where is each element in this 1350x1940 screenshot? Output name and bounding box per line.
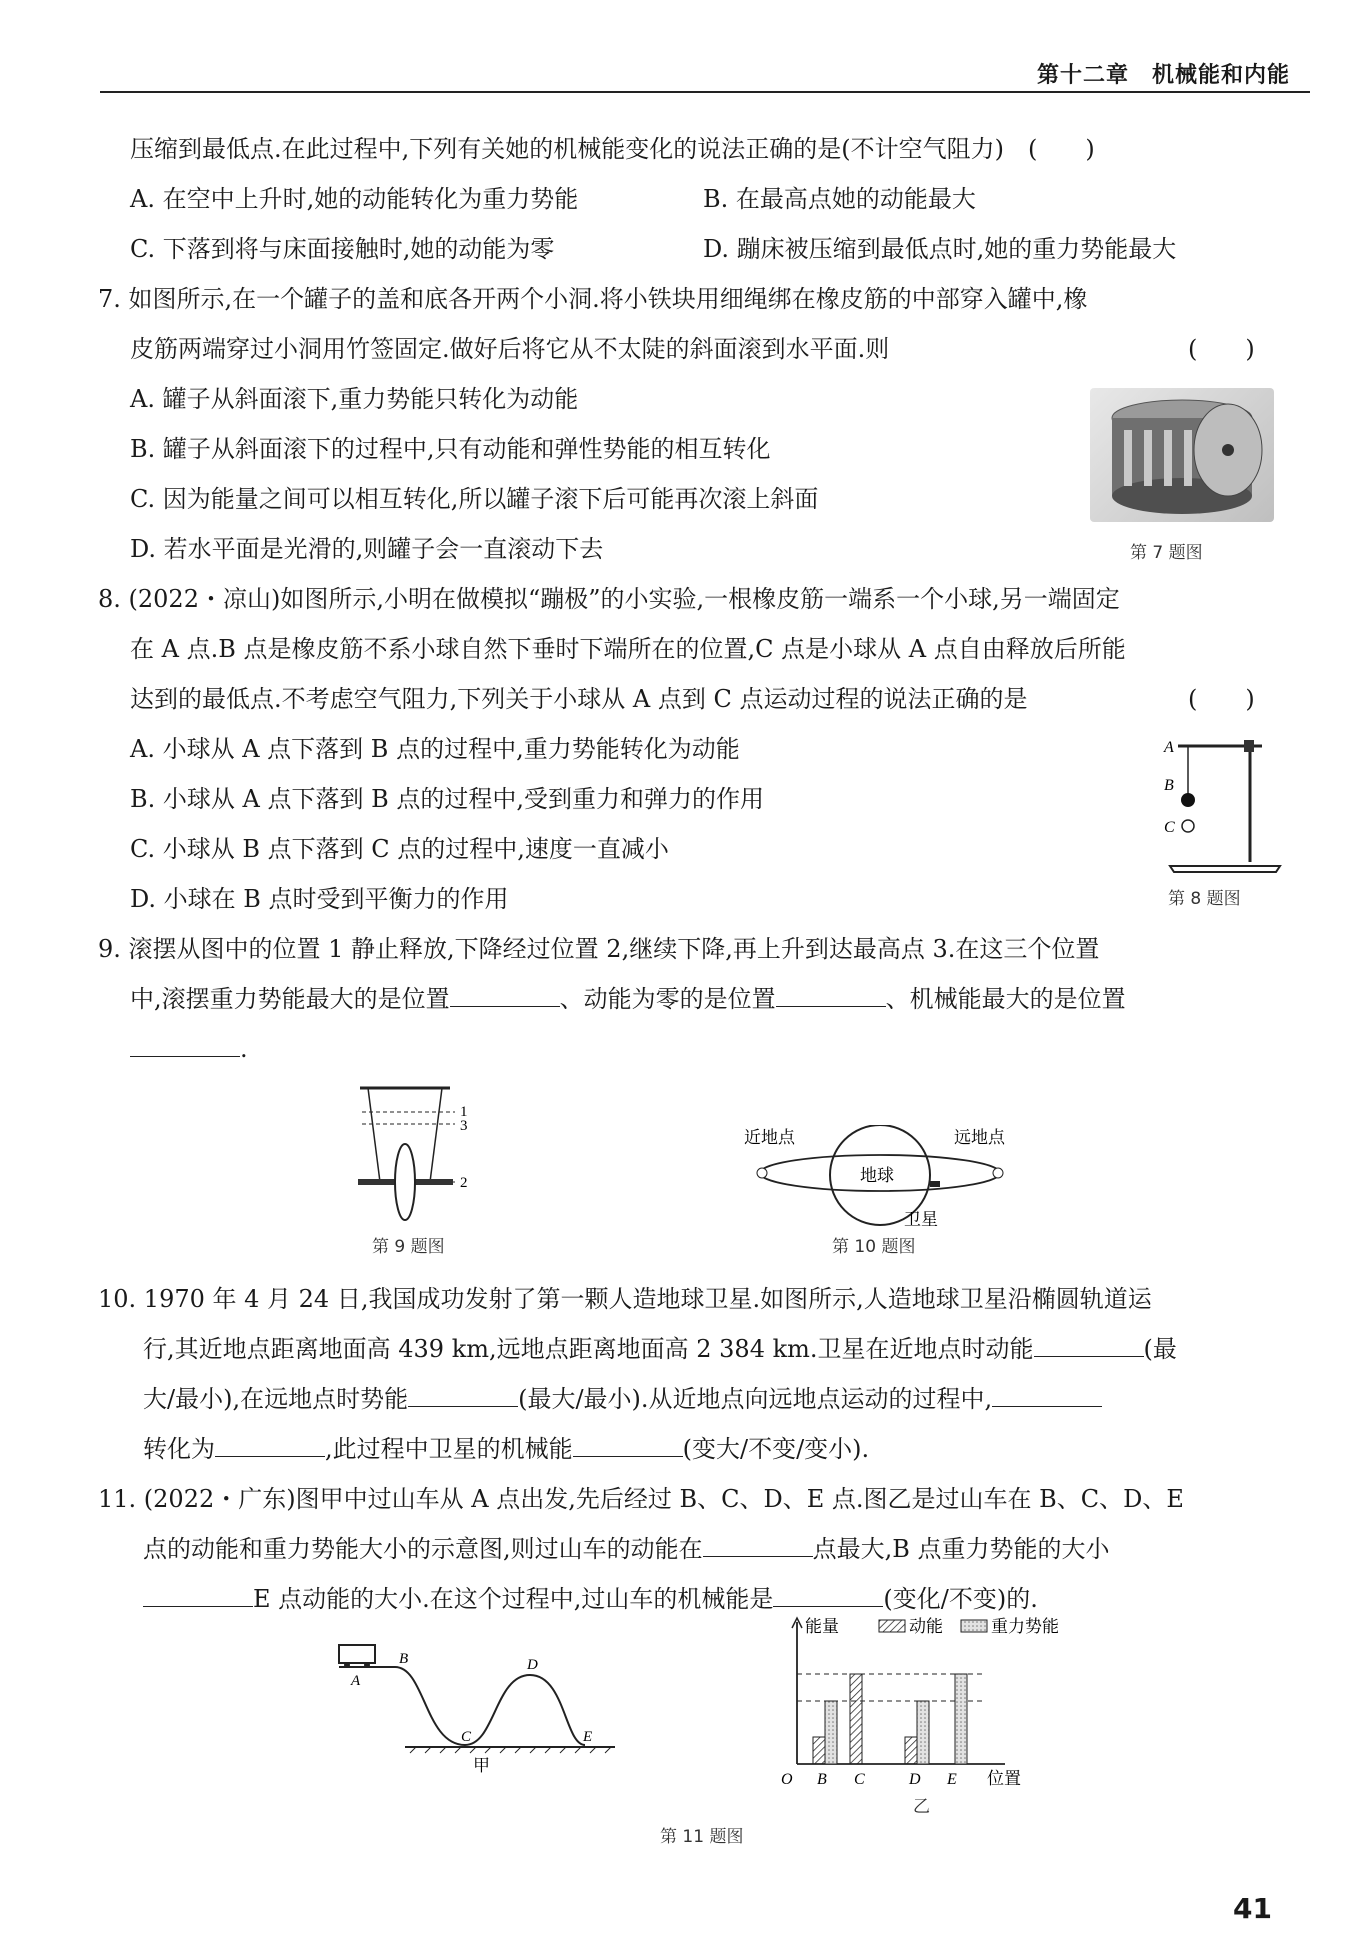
q11-line2-part2: 点最大,B 点重力势能的大小 [812, 1535, 1110, 1563]
q6-option-d: D. 蹦床被压缩到最低点时,她的重力势能最大 [703, 235, 1177, 263]
q9-line3-period: . [240, 1035, 248, 1063]
q8-answer-paren: ( ) [1188, 685, 1255, 713]
q7-answer-paren: ( ) [1188, 335, 1255, 363]
q8-option-a: A. 小球从 A 点下落到 B 点的过程中,重力势能转化为动能 [130, 735, 740, 763]
q11-blank-1[interactable] [703, 1534, 813, 1557]
q7-caption: 第 7 题图 [1130, 543, 1203, 563]
q10-orbit-figure [740, 1125, 1030, 1230]
q11-point-d: D [527, 1657, 538, 1673]
q10-line4 [143, 1432, 869, 1466]
q11-line3 [143, 1582, 1038, 1616]
q7-line1: 7. 如图所示,在一个罐子的盖和底各开两个小洞.将小铁块用细绳绑在橡皮筋的中部穿入罐中,橡 [98, 285, 1088, 313]
q10-label-near: 近地点 [744, 1128, 795, 1148]
q9-caption: 第 9 题图 [372, 1237, 445, 1257]
x-tick-E: E [947, 1771, 957, 1787]
q11-fig-b-label: 乙 [913, 1797, 930, 1817]
bar-B-ke [813, 1737, 825, 1764]
q10-line1: 10. 1970 年 4 月 24 日,我国成功发射了第一颗人造地球卫星.如图所示,人造地球卫星沿椭圆轨道运 [98, 1285, 1152, 1313]
legend-ke-label: 动能 [909, 1617, 943, 1637]
q10-label-earth: 地球 [860, 1166, 894, 1186]
q7-line2: 皮筋两端穿过小洞用竹签固定.做好后将它从不太陡的斜面滚到水平面.则 [130, 335, 890, 363]
q11-rollercoaster-figure [335, 1635, 625, 1775]
q11-line2-part1: 点的动能和重力势能大小的示意图,则过山车的动能在 [143, 1535, 703, 1563]
x-axis-label: 位置 [987, 1769, 1021, 1787]
q11-line1: 11. (2022・广东)图甲中过山车从 A 点出发,先后经过 B、C、D、E 点.图乙是过山车在 B、C、D、E [98, 1485, 1184, 1513]
q9-blank-2[interactable] [776, 984, 886, 1007]
q8-label-a: A [1164, 739, 1174, 756]
y-axis-label: 能量 [805, 1617, 839, 1637]
q11-point-c: C [461, 1729, 472, 1745]
q10-label-satellite: 卫星 [904, 1210, 938, 1230]
q10-line2 [143, 1332, 1177, 1366]
q8-option-b: B. 小球从 A 点下落到 B 点的过程中,受到重力和弹力的作用 [130, 785, 765, 813]
q7-option-b: B. 罐子从斜面滚下的过程中,只有动能和弹性势能的相互转化 [130, 435, 771, 463]
q6-option-a: A. 在空中上升时,她的动能转化为重力势能 [130, 185, 579, 213]
q8-label-b: B [1164, 777, 1174, 794]
q11-energy-chart [775, 1612, 1065, 1787]
q11-line2 [143, 1532, 1110, 1566]
legend-pe-swatch [961, 1620, 987, 1632]
q9-blank-3[interactable] [130, 1034, 240, 1057]
q9-line3 [130, 1032, 248, 1066]
x-tick-B: B [817, 1771, 827, 1787]
q8-line3: 达到的最低点.不考虑空气阻力,下列关于小球从 A 点到 C 点运动过程的说法正确的是 [130, 685, 1028, 713]
q7-option-a: A. 罐子从斜面滚下,重力势能只转化为动能 [130, 385, 579, 413]
q10-blank-5[interactable] [573, 1434, 683, 1457]
q9-label-2: 2 [460, 1175, 468, 1191]
q11-point-a: A [351, 1673, 361, 1689]
q9-line2-part1: 中,滚摆重力势能最大的是位置 [130, 985, 450, 1013]
q10-blank-3[interactable] [992, 1384, 1102, 1407]
q10-blank-2[interactable] [408, 1384, 518, 1407]
x-tick-C: C [854, 1771, 865, 1787]
q11-point-b: B [399, 1651, 409, 1667]
q10-blank-4[interactable] [215, 1434, 325, 1457]
q11-blank-2[interactable] [143, 1584, 253, 1607]
q10-line4-part2: ,此过程中卫星的机械能 [325, 1435, 573, 1463]
q10-line3-part2: (最大/最小).从近地点向远地点运动的过程中, [518, 1385, 993, 1413]
q9-label-3: 3 [460, 1118, 468, 1134]
legend-ke-swatch [879, 1620, 905, 1632]
q10-line4-part3: (变大/不变/变小). [682, 1435, 870, 1463]
q11-line3-part2: (变化/不变)的. [883, 1585, 1038, 1613]
q10-line3-part1: 大/最小),在远地点时势能 [143, 1385, 409, 1413]
q8-line1: 8. (2022・凉山)如图所示,小明在做模拟“蹦极”的小实验,一根橡皮筋一端系一个小球,另一端固定 [98, 585, 1120, 613]
q9-line2 [130, 982, 1126, 1016]
bar-B-pe [825, 1701, 837, 1764]
q9-line1: 9. 滚摆从图中的位置 1 静止释放,下降经过位置 2,继续下降,再上升到达最高点 3.在这三个位置 [98, 935, 1100, 963]
q8-label-c: C [1164, 819, 1175, 836]
page-header [0, 0, 1350, 100]
chapter-title: 第十二章 机械能和内能 [1036, 63, 1290, 88]
q11-point-e: E [583, 1729, 593, 1745]
q11-caption: 第 11 题图 [660, 1827, 744, 1847]
q7-option-c: C. 因为能量之间可以相互转化,所以罐子滚下后可能再次滚上斜面 [130, 485, 819, 513]
q8-option-c: C. 小球从 B 点下落到 C 点的过程中,速度一直减小 [130, 835, 669, 863]
q8-line2: 在 A 点.B 点是橡皮筋不系小球自然下垂时下端所在的位置,C 点是小球从 A 点自由释放后所能 [130, 635, 1126, 663]
q11-line3-part1: E 点动能的大小.在这个过程中,过山车的机械能是 [253, 1585, 774, 1613]
bar-D-pe [917, 1701, 929, 1764]
q10-line3 [143, 1382, 1102, 1416]
q9-label-1: 1 [460, 1104, 468, 1120]
q8-option-d: D. 小球在 B 点时受到平衡力的作用 [130, 885, 509, 913]
header-rule [100, 91, 1310, 93]
q10-caption: 第 10 题图 [832, 1237, 916, 1257]
q9-line2-part3: 、机械能最大的是位置 [885, 985, 1126, 1013]
q11-fig-a-label: 甲 [473, 1756, 490, 1775]
q10-line2-part1: 行,其近地点距离地面高 439 km,远地点距离地面高 2 384 km.卫星在近地点时动能 [143, 1335, 1034, 1363]
q6-option-b: B. 在最高点她的动能最大 [703, 185, 976, 213]
q8-caption: 第 8 题图 [1168, 889, 1241, 909]
q6-option-c: C. 下落到将与床面接触时,她的动能为零 [130, 235, 555, 263]
bar-D-ke [905, 1737, 917, 1764]
q7-option-d: D. 若水平面是光滑的,则罐子会一直滚动下去 [130, 535, 604, 563]
origin-label: O [781, 1771, 793, 1787]
x-tick-D: D [909, 1771, 921, 1787]
bar-E-pe [955, 1674, 967, 1764]
q10-label-far: 远地点 [954, 1128, 1005, 1148]
q9-blank-1[interactable] [450, 984, 560, 1007]
legend-pe-label: 重力势能 [991, 1617, 1059, 1637]
q10-line4-part1: 转化为 [143, 1435, 215, 1463]
q10-line2-part2: (最 [1143, 1335, 1177, 1363]
q11-blank-3[interactable] [773, 1584, 883, 1607]
bar-C-ke [850, 1674, 862, 1764]
q6-stem: 压缩到最低点.在此过程中,下列有关她的机械能变化的说法正确的是(不计空气阻力) ( ) [130, 135, 1095, 163]
q9-pendulum-figure [350, 1082, 480, 1232]
page-number: 41 [1233, 1892, 1272, 1925]
q8-bungee-figure [1150, 730, 1290, 880]
q10-blank-1[interactable] [1034, 1334, 1144, 1357]
q9-line2-part2: 、动能为零的是位置 [559, 985, 776, 1013]
q7-can-photo [1090, 388, 1274, 522]
